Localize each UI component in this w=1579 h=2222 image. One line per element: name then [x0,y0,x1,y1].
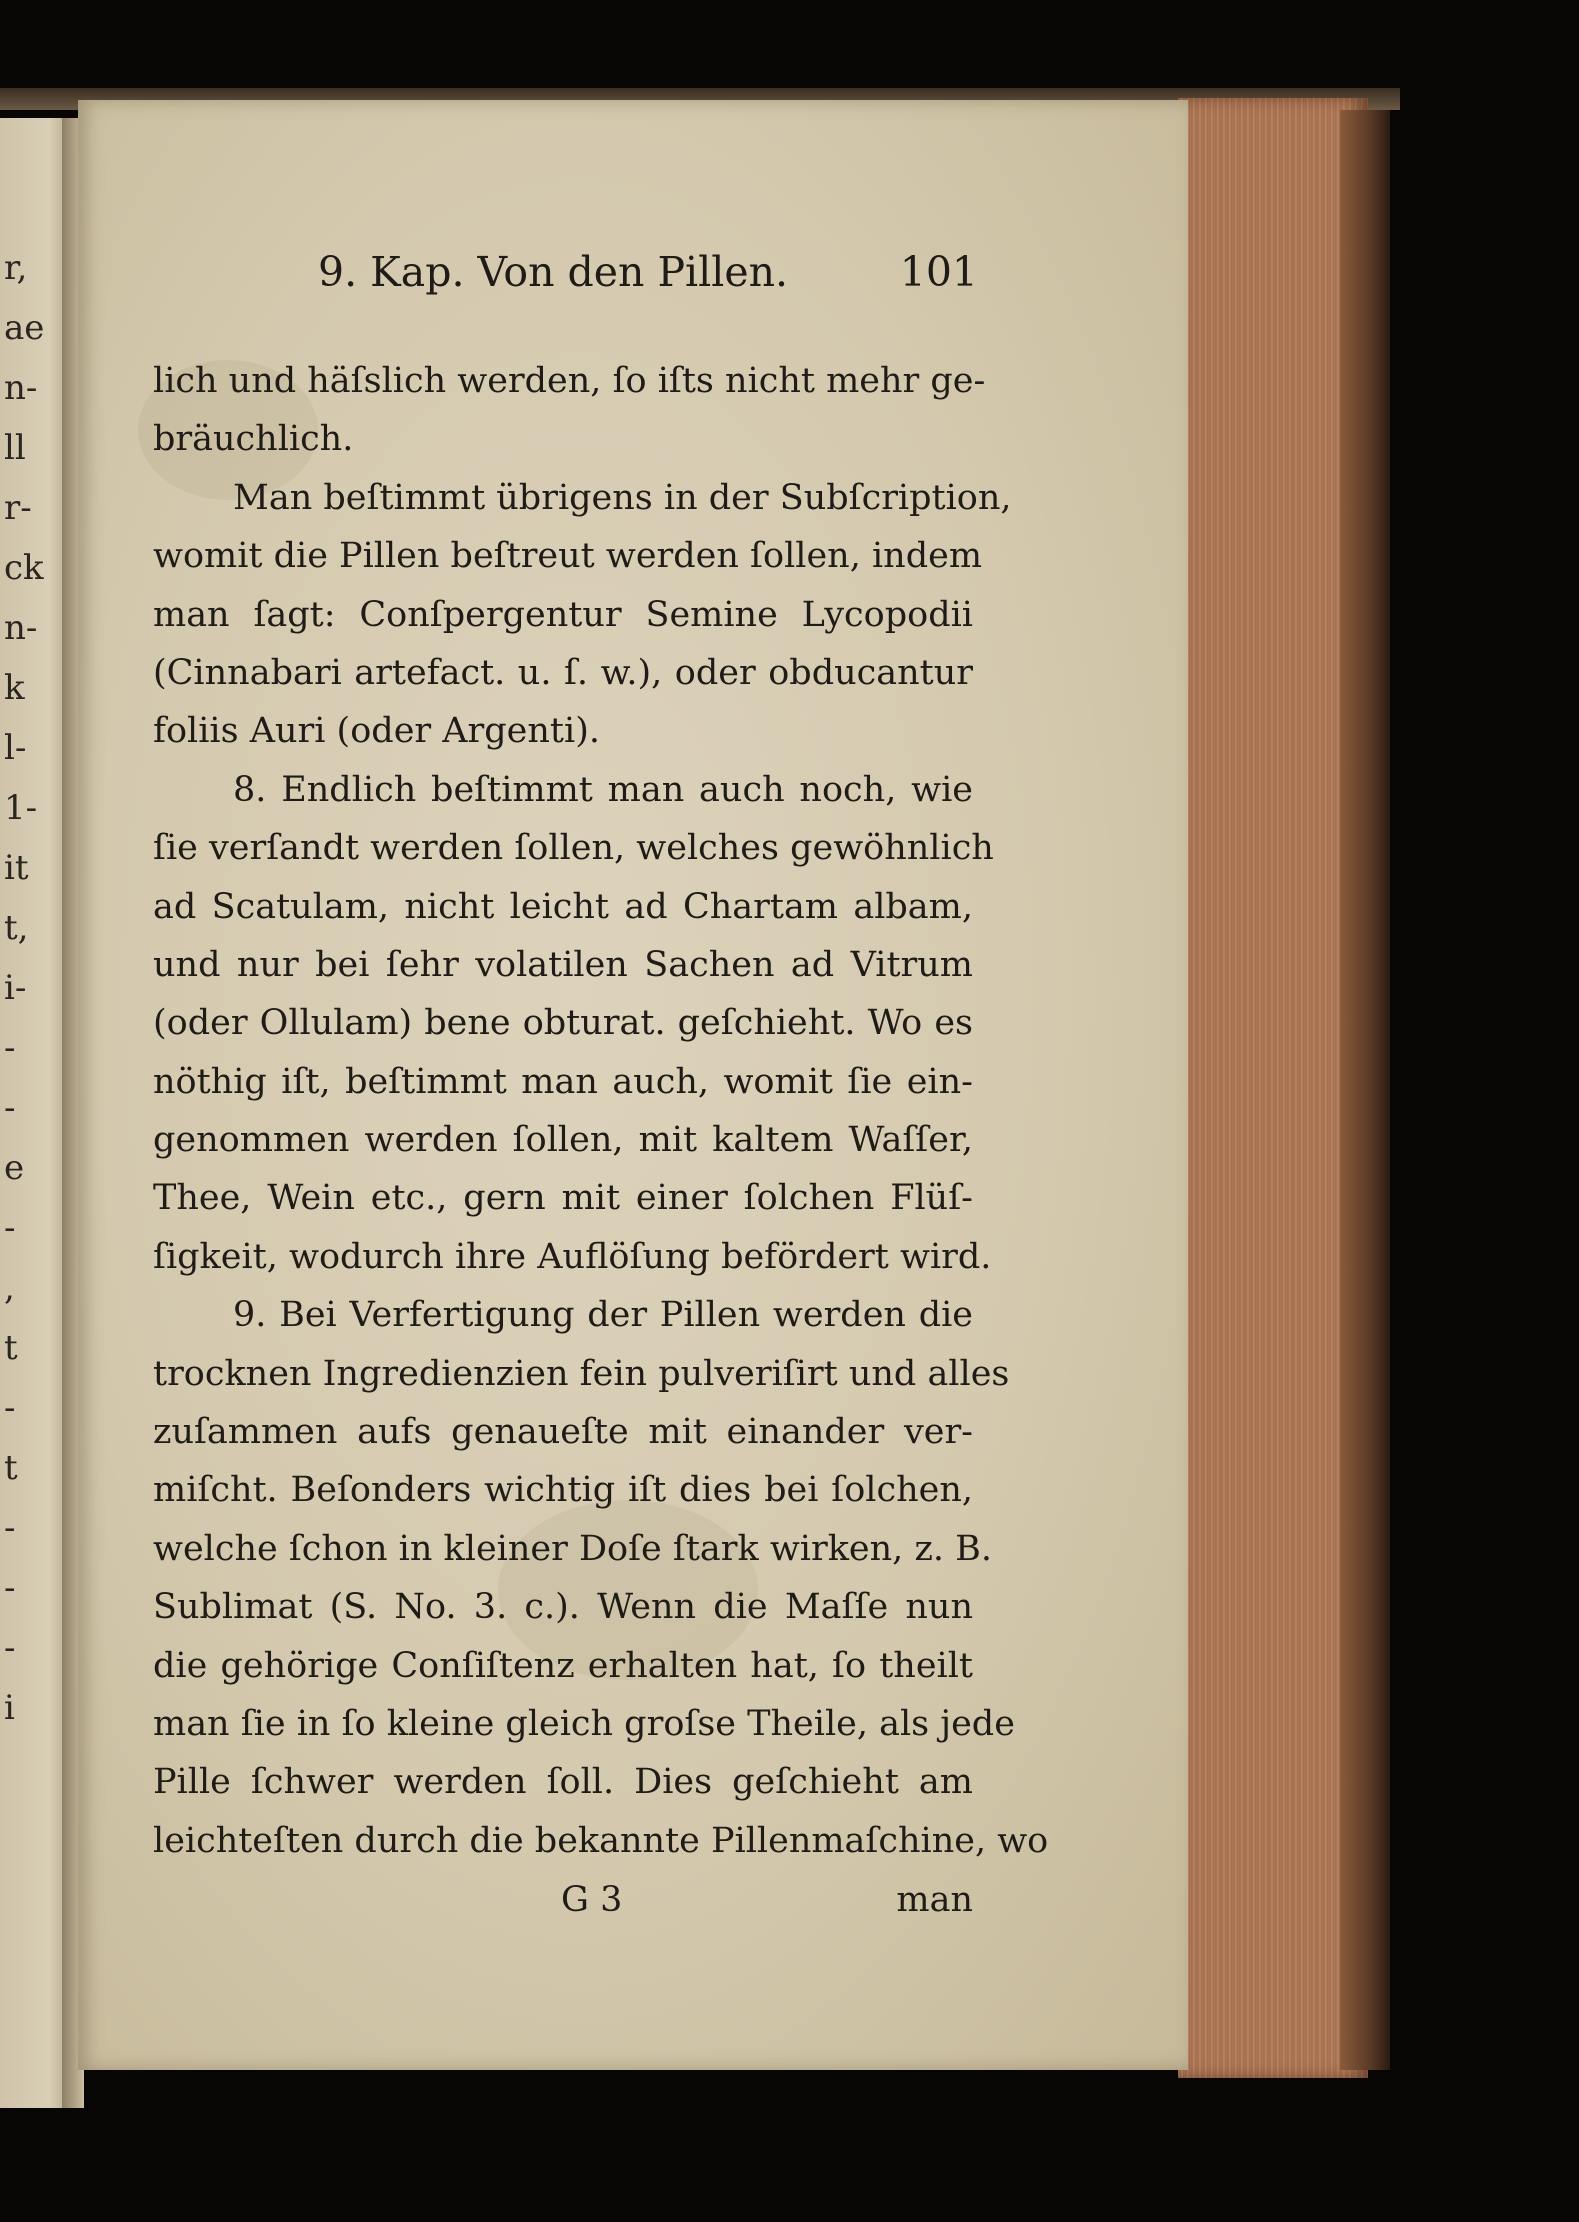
left-page-text-fragment: ck [4,548,44,588]
text-line: leichteſten durch die bekannte Pillenmaſchine, wo [153,1820,1049,1861]
text-line: welche ſchon in kleiner Doſe ſtark wirken, z. B. [153,1528,992,1569]
text-line: ad Scatulam, nicht leicht ad Chartam albam, [153,886,973,927]
text-line: (Cinnabari artefact. u. ſ. w.), oder obducantur [153,652,973,693]
left-page-text-fragment: - [4,1388,16,1428]
left-page-text-fragment: t, [4,908,29,948]
text-line: lich und häſslich werden, ſo iſts nicht mehr ge- [153,361,986,401]
left-page-text-fragment: - [4,1508,16,1548]
left-page-text-fragment: - [4,1088,16,1128]
running-title: 9. Kap. Von den Pillen. [318,248,789,296]
text-line: die gehörige Conſiſtenz erhalten hat, ſo theilt [153,1645,973,1686]
text-line: man ſie in ſo kleine gleich groſse Theile, als jede [153,1703,1015,1744]
left-page-text-fragment: t [4,1448,18,1488]
text-line: zuſammen aufs genaueſte mit einander ver- [153,1412,973,1453]
left-page-text-fragment: i- [4,968,27,1008]
text-line: und nur bei ſehr volatilen Sachen ad Vitrum [153,944,973,985]
text-line: trocknen Ingredienzien fein pulveriſirt und alles [153,1353,1010,1394]
text-line: 8. Endlich beſtimmt man auch noch, wie [233,769,973,810]
page-number: 101 [899,248,978,296]
text-line: genommen werden ſollen, mit kaltem Waſſer, [153,1120,973,1161]
left-page-text-fragment: it [4,848,29,888]
text-line: man ſagt: Conſpergentur Semine Lycopodii [153,594,973,635]
text-line: Man beſtimmt übrigens in der Subſcription, [233,477,1012,518]
text-line: (oder Ollulam) bene obturat. geſchieht. Wo es [153,1003,973,1044]
left-page-text-fragment: r, [4,248,28,288]
left-page-text-fragment: , [4,1268,15,1308]
left-page-text-fragment: t [4,1328,18,1368]
left-page-text-fragment: - [4,1628,16,1668]
left-page-text-fragment: ae [4,308,45,348]
signature-mark: G 3 [561,1880,623,1920]
text-line: bräuchlich. [153,419,354,460]
catchword: man [896,1880,973,1920]
text-line: womit die Pillen beſtreut werden ſollen, indem [153,536,983,577]
left-page-text-fragment: l- [4,728,27,768]
left-page-text-fragment: n- [4,368,38,408]
left-page-text-fragment: i [4,1688,15,1728]
text-line: nöthig iſt, beſtimmt man auch, womit ſie ein- [153,1061,973,1102]
page-footer [153,1880,973,1930]
text-line: Thee, Wein etc., gern mit einer ſolchen Flüſ- [153,1178,973,1219]
text-line: ſie verſandt werden ſollen, welches gewöhnlich [153,828,994,869]
text-line: ſigkeit, wodurch ihre Auflöſung befördert wird. [153,1236,992,1277]
left-page-text-fragment: r- [4,488,32,528]
left-page-text-fragment: - [4,1208,16,1248]
text-line: Sublimat (S. No. 3. c.). Wenn die Maſſe nun [153,1587,973,1628]
left-page-text-fragment: e [4,1148,25,1188]
left-page-text-fragment: ll [4,428,26,468]
left-page-text-fragment: - [4,1568,16,1608]
left-page-text-fragment: k [4,668,25,708]
left-page-text-fragment: - [4,1028,16,1068]
left-page-edge [0,118,70,2108]
text-line: 9. Bei Verfertigung der Pillen werden die [233,1295,973,1336]
text-line: Pille ſchwer werden ſoll. Dies geſchieht am [153,1762,973,1803]
running-header [318,248,978,308]
book-binding-edge [1340,110,1390,2070]
text-line: miſcht. Beſonders wichtig iſt dies bei ſolchen, [153,1470,973,1511]
left-page-text-fragment: 1- [4,788,38,828]
left-page-text-fragment: n- [4,608,38,648]
body-text [153,352,1049,1870]
text-line: foliis Auri (oder Argenti). [153,711,600,752]
